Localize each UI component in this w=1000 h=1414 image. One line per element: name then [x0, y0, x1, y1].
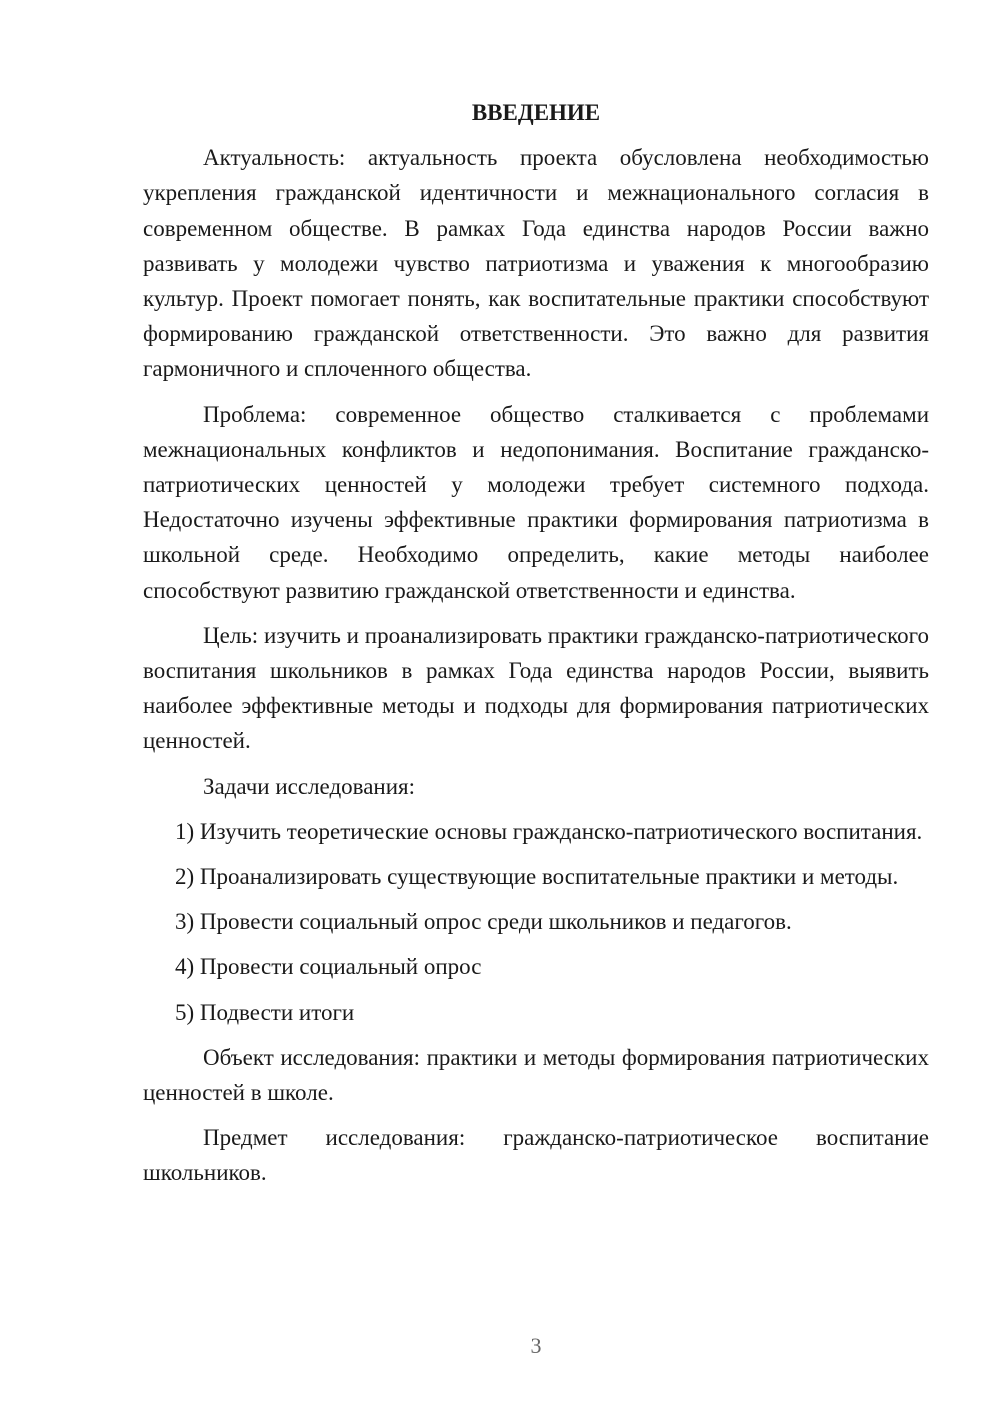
task-item-3: 3) Провести социальный опрос среди школьников и педагогов.	[175, 909, 792, 935]
paragraph-problem: Проблема: современное общество сталкивается с проблемами межнациональных конфликтов и недопонимания. Воспитание гражданско-патриотических ценностей у молодежи требует системного подхода. Недостаточно изучены эффективные практики формирования патриотизма в школьной среде. Необходимо определить, какие методы наиболее способствуют развитию гражданской ответственности и единства.	[143, 401, 929, 603]
page-number: 3	[530, 1333, 542, 1358]
document-page	[143, 95, 929, 1201]
task-item-5: 5) Подвести итоги	[175, 999, 355, 1025]
task-item-2: 2) Проанализировать существующие воспитательные практики и методы.	[175, 864, 899, 890]
paragraph-tasks-heading: Задачи исследования:	[203, 773, 416, 799]
task-item-4: 4) Провести социальный опрос	[175, 954, 482, 980]
paragraph-relevance: Актуальность: актуальность проекта обусловлена необходимостью укрепления гражданской идентичности и межнационального согласия в современном обществе. В рамках Года единства народов России важно развивать у молодежи чувство патриотизма и уважения к многообразию культур. Проект помогает понять, как воспитательные практики способствуют формированию гражданской ответственности. Это важно для развития гармоничного и сплоченного общества.	[143, 145, 929, 382]
paragraph-goal: Цель: изучить и проанализировать практики гражданско-патриотического воспитания школьников в рамках Года единства народов России, выявить наиболее эффективные методы и подходы для формирования патриотических ценностей.	[143, 622, 929, 754]
task-item-1: 1) Изучить теоретические основы гражданско-патриотического воспитания.	[175, 818, 923, 844]
paragraph-subject: Предмет исследования: гражданско-патриотическое воспитание школьников.	[143, 1125, 929, 1186]
paragraph-object: Объект исследования: практики и методы формирования патриотических ценностей в школе.	[143, 1044, 929, 1106]
section-heading: ВВЕДЕНИЕ	[471, 100, 601, 125]
